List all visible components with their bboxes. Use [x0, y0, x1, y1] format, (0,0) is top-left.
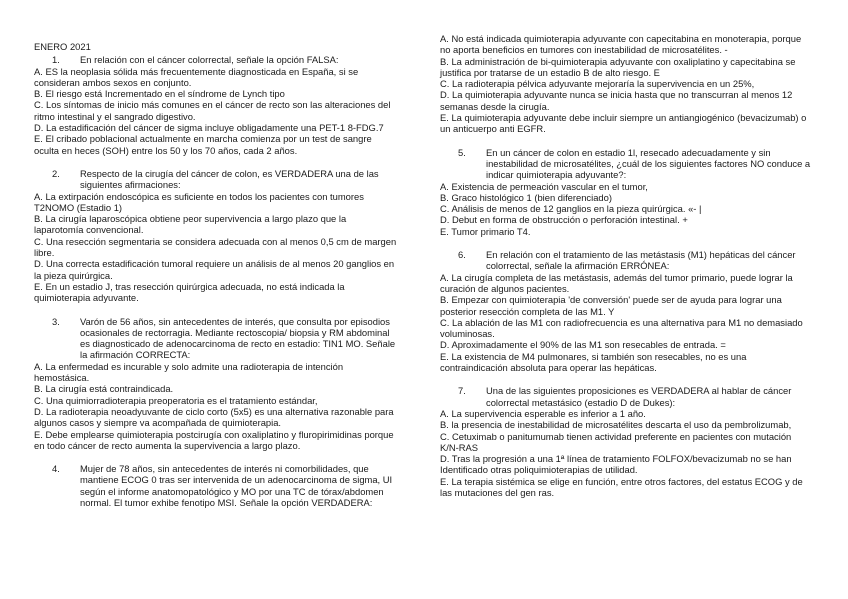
question-5: [440, 147, 812, 237]
answer-option: B. la presencia de inestabilidad de microsatélites descarta el uso da pembrolizumab,: [440, 419, 792, 431]
answer-option: A. Existencia de permeación vascular en el tumor,: [440, 180, 648, 192]
question-number: 7.: [458, 385, 466, 397]
question-stem: [50, 316, 398, 361]
question-stem: [50, 463, 398, 508]
answer-option: C. Cetuximab o panitumumab tienen actividad preferente en pacientes con mutación K/N-RAS: [440, 430, 792, 453]
answer-option: A. ES la neoplasia sólida más frecuentemente diagnosticada en España, si se consideran ambos sexos en conjunto.: [34, 65, 359, 88]
question-3: [34, 316, 398, 452]
question-text: En relación con el tratamiento de las metástasis (M1) hepáticas del cáncer colorrectal, señale la afirmación ERRÓNEA:: [486, 249, 796, 272]
question-text: En un cáncer de colon en estadio 1l, resecado adecuadamente y sin inestabilidad de microsatélites, ¿cuál de los siguientes factores NO conduce a indicar quimioterapia adyuvante?:: [486, 146, 811, 181]
answer-option: A. La cirugía completa de las metástasis, además del tumor primario, puede lograr la curación de algunos pacientes.: [440, 271, 793, 294]
question-stem: [50, 54, 398, 65]
answer-option: C. La radioterapia pélvica adyuvante mejoraría la supervivencia en un 25%,: [440, 78, 755, 90]
question-4-options: [440, 33, 812, 135]
answer-option: A. No está indicada quimioterapia adyuvante con capecitabina en monoterapia, porque no aporta beneficios en tumores con inestabilidad de microsatélites. -: [440, 33, 802, 56]
answer-option: C. La ablación de las M1 con radiofrecuencia es una alternativa para M1 no demasiado voluminosas.: [440, 316, 803, 340]
answer-option: A. La enfermedad es incurable y solo admite una radioterapia de intención hemostásica.: [34, 360, 344, 384]
question-stem: [50, 168, 398, 191]
answer-option: B. Empezar con quimioterapia 'de conversión' puede ser de ayuda para lograr una posterior resección completa de las M1. Y: [440, 294, 782, 317]
question-number: 4.: [52, 463, 60, 475]
answer-option: C. Análisis de menos de 12 ganglios en la pieza quirúrgica. «- |: [440, 203, 702, 215]
answer-option: D. La quimioterapia adyuvante nunca se inicia hasta que no transcurran al menos 12 semanas desde la cirugía.: [440, 89, 793, 112]
left-column: [34, 41, 398, 520]
question-text: Mujer de 78 años, sin antecedentes de interés ni comorbilidades, que mantiene ECOG 0 tras ser intervenida de un adenocarcinoma de sigma, UI según el informe anatomopatológico y MO por una TC de tórax/abdomen normal. El tumor exhibe fenotipo MSI. Señale la opción VERDADERA:: [80, 463, 393, 508]
answer-option: C. Una resección segmentaria se considera adecuada con al menos 0,5 cm de margen libre.: [34, 235, 397, 259]
answer-option: C. Los síntomas de inicio más comunes en el cáncer de recto son las alteraciones del ritmo intestinal y el sangrado digestivo.: [34, 99, 391, 122]
answer-option: D. Tras la progresión a una 1ª línea de tratamiento FOLFOX/bevacizumab no se han Identificado otras poliquimioterapias de utilidad.: [440, 453, 792, 476]
answer-option: C. Una quimiorradioterapia preoperatoria es el tratamiento estándar,: [34, 394, 318, 406]
answer-option: E. Debe emplearse quimioterapia postcirugía con oxaliplatino y fluropirimidinas porque en todo cáncer de recto aumenta la supervivencia a largo plazo.: [34, 428, 394, 451]
answer-option: A. La extirpación endoscópica es suficiente en todos los pacientes con tumores T2NOMO (Estadio 1): [34, 190, 364, 213]
question-stem: [456, 147, 812, 181]
question-7: [440, 385, 812, 498]
question-number: 2.: [52, 167, 60, 179]
answer-option: A. La supervivencia esperable es inferior a 1 año.: [440, 407, 646, 419]
question-text: Una de las siguientes proposiciones es VERDADERA al hablar de cáncer colorrectal metastásico (estadio D de Dukes):: [486, 385, 792, 408]
answer-option: E. El cribado poblacional actualmente en marcha comienza por un test de sangre oculta en heces (SOH) entre los 50 y los 70 años, cada 2 años.: [34, 133, 372, 156]
question-2: [34, 168, 398, 304]
answer-option: E. La terapia sistémica se elige en función, entre otros factores, del estatus ECOG y de las mutaciones del gen ras.: [440, 475, 803, 498]
answer-option: B. Graco histológico 1 (bien diferenciado): [440, 191, 612, 203]
question-stem: [456, 385, 812, 408]
question-text: En relación con el cáncer colorrectal, señale la opción FALSA:: [80, 54, 339, 66]
question-text: Respecto de la cirugía del cáncer de colon, es VERDADERA una de las siguientes afirmaciones:: [80, 167, 379, 191]
answer-option: D. La radioterapia neoadyuvante de ciclo corto (5x5) es una alternativa razonable para algunos casos y siempre va acompañada de quimioterapia.: [34, 405, 394, 429]
exam-title: ENERO 2021: [34, 41, 91, 52]
answer-option: B. La administración de bi-quimioterapia adyuvante con oxaliplatino y capecitabina se justifica por tratarse de un estadio B de alto riesgo. E: [440, 55, 796, 78]
question-4: [34, 463, 398, 508]
answer-option: E. Tumor primario T4.: [440, 225, 531, 237]
answer-option: D. Aproximadamente el 90% de las M1 son resecables de entrada. =: [440, 339, 726, 351]
answer-option: B. La cirugía laparoscópica obtiene peor supervivencia a largo plazo que la laparotomía convencional.: [34, 213, 347, 236]
question-number: 5.: [458, 146, 466, 158]
question-number: 1.: [52, 54, 60, 66]
answer-option: E. La quimioterapia adyuvante debe incluir siempre un antiangiogénico (bevacizumab) o un anticuerpo anti EGFR.: [440, 112, 807, 135]
answer-option: D. Debut en forma de obstrucción o perforación intestinal. +: [440, 214, 688, 226]
question-1: [34, 54, 398, 156]
question-stem: [456, 249, 812, 272]
question-number: 6.: [458, 249, 466, 261]
answer-option: E. La existencia de M4 pulmonares, si también son resecables, no es una contraindicación absoluta para operar las hepáticas.: [440, 350, 747, 374]
answer-option: B. La cirugía está contraindicada.: [34, 383, 174, 395]
question-number: 3.: [52, 315, 60, 327]
question-6: [440, 249, 812, 373]
answer-option: D. Una correcta estadificación tumoral requiere un análisis de al menos 20 ganglios en la pieza quirúrgica.: [34, 258, 395, 281]
right-column: [440, 33, 812, 510]
question-text: Varón de 56 años, sin antecedentes de interés, que consulta por episodios ocasionales de rectorragia. Mediante rectoscopia/ biopsia y RM abdominal es diagnosticado de adenocarcinoma de recto en estadio: TIN1 MO. Señale la afirmación CORRECTA:: [80, 315, 396, 361]
answer-option: D. La estadificación del cáncer de sigma incluye obligadamente una PET-1 8-FDG.7: [34, 122, 384, 134]
answer-option: B. El riesgo está Incrementado en el síndrome de Lynch tipo: [34, 88, 285, 100]
answer-option: E. En un estadio J, tras resección quirúrgica adecuada, no está indicada la quimioterapia adyuvante.: [34, 280, 345, 304]
